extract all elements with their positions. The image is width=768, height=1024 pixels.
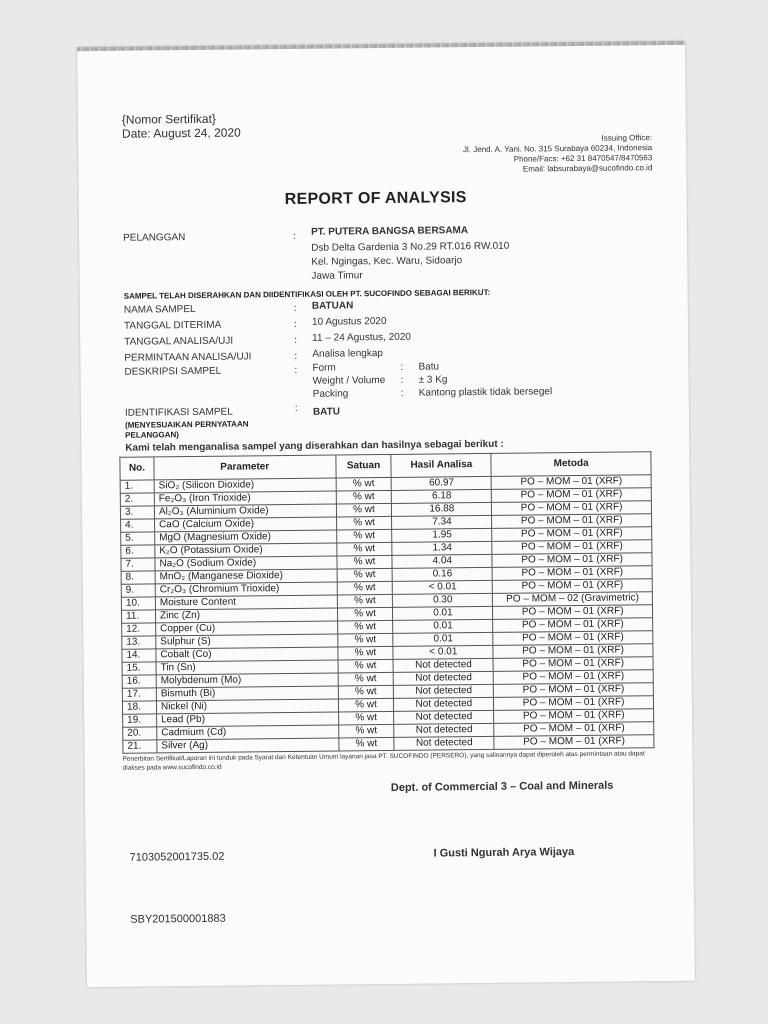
scan-edge <box>77 41 685 51</box>
analysis-date-label: TANGGAL ANALISA/UJI <box>124 335 234 348</box>
cell-parameter: Nickel (Ni) <box>156 699 338 714</box>
cell-no: 9. <box>121 584 155 597</box>
issuing-office-email: Email: labsurabaya@sucofindo.co.id <box>522 163 653 174</box>
form-value: Batu <box>418 361 440 373</box>
cell-no: 15. <box>122 662 156 675</box>
cell-parameter: MgO (Magnesium Oxide) <box>155 530 337 545</box>
cell-unit: % wt <box>337 594 393 608</box>
cell-parameter: SiO₂ (Silicon Dioxide) <box>154 478 336 493</box>
colon: : <box>293 230 296 242</box>
cell-parameter: Moisture Content <box>155 595 337 610</box>
customer-address-3: Jawa Timur <box>311 270 363 282</box>
identification-sub-1: (MENYESUAIKAN PERNYATAAN <box>125 419 249 430</box>
results-intro: Kami telah menganalisa sampel yang diserahkan dan hasilnya sebagai berikut : <box>125 438 504 454</box>
cell-result: 7.34 <box>392 515 492 529</box>
cell-unit: % wt <box>337 646 393 660</box>
document-page <box>77 41 695 987</box>
cell-no: 4. <box>121 519 155 532</box>
packing-label: Packing <box>312 388 349 400</box>
cell-parameter: Silver (Ag) <box>157 738 339 753</box>
identification-label: IDENTIFIKASI SAMPEL <box>124 406 233 419</box>
colon: : <box>294 364 298 376</box>
identification-value: BATU <box>312 406 341 418</box>
cell-result: 0.01 <box>393 606 493 620</box>
certificate-number: {Nomor Sertifikat} <box>121 111 216 127</box>
cell-no: 11. <box>121 610 155 623</box>
cell-unit: % wt <box>336 490 392 504</box>
cell-unit: % wt <box>338 724 394 738</box>
cell-method: PO – MOM – 01 (XRF) <box>492 488 652 503</box>
signatory-name: I Gusti Ngurah Arya Wijaya <box>433 846 575 860</box>
cell-result: Not detected <box>394 671 494 685</box>
col-header-method: Metoda <box>491 452 651 477</box>
cell-result: 0.01 <box>393 619 493 633</box>
cell-method: PO – MOM – 01 (XRF) <box>494 735 654 750</box>
identification-sub-2: PELANGGAN) <box>125 430 179 440</box>
cell-unit: % wt <box>337 581 393 595</box>
cell-parameter: K₂O (Potassium Oxide) <box>155 543 337 558</box>
cell-method: PO – MOM – 01 (XRF) <box>494 683 654 698</box>
cell-no: 12. <box>122 623 156 636</box>
cell-result: Not detected <box>394 697 494 711</box>
cell-method: PO – MOM – 01 (XRF) <box>494 696 654 711</box>
colon: : <box>400 374 404 386</box>
customer-address-1: Dsb Delta Gardenia 3 No.29 RT.016 RW.010 <box>311 240 510 254</box>
cell-method: PO – MOM – 01 (XRF) <box>492 553 652 568</box>
colon: : <box>294 334 298 346</box>
bottom-code: SBY201500001883 <box>130 912 226 926</box>
cell-method: PO – MOM – 01 (XRF) <box>492 579 652 594</box>
cell-method: PO – MOM – 01 (XRF) <box>492 540 652 555</box>
weight-value: ± 3 Kg <box>418 374 448 386</box>
cell-result: 4.04 <box>392 554 492 568</box>
request-value: Analisa lengkap <box>312 348 383 360</box>
cell-unit: % wt <box>336 516 392 530</box>
cell-method: PO – MOM – 01 (XRF) <box>493 631 653 646</box>
cell-parameter: Zinc (Zn) <box>155 608 337 623</box>
colon: : <box>293 318 297 330</box>
cell-result: < 0.01 <box>393 580 493 594</box>
cell-no: 3. <box>120 506 154 519</box>
cell-method: PO – MOM – 01 (XRF) <box>494 722 654 737</box>
colon: : <box>294 350 298 362</box>
col-header-parameter: Parameter <box>154 455 336 480</box>
cell-method: PO – MOM – 01 (XRF) <box>494 709 654 724</box>
received-label: TANGGAL DITERIMA <box>123 319 222 332</box>
cell-unit: % wt <box>336 542 392 556</box>
cell-unit: % wt <box>337 620 393 634</box>
col-header-result: Hasil Analisa <box>391 453 491 477</box>
form-label: Form <box>312 362 336 374</box>
colon: : <box>400 361 404 373</box>
packing-value: Kantong plastik tidak bersegel <box>418 386 553 399</box>
issuing-office-label: Issuing Office: <box>601 133 653 143</box>
cell-method: PO – MOM – 02 (Gravimetric) <box>493 592 653 607</box>
cell-unit: % wt <box>336 477 392 491</box>
cell-result: 1.95 <box>392 528 492 542</box>
cell-parameter: Fe₂O₃ (Iron Trioxide) <box>154 491 336 506</box>
cell-result: 0.16 <box>393 567 493 581</box>
customer-address-2: Kel. Ngingas, Kec. Waru, Sidoarjo <box>311 255 463 268</box>
cell-result: Not detected <box>393 658 493 672</box>
cell-unit: % wt <box>336 503 392 517</box>
cell-no: 21. <box>123 740 157 753</box>
cell-unit: % wt <box>338 685 394 699</box>
cell-result: Not detected <box>394 736 494 750</box>
cell-parameter: CaO (Calcium Oxide) <box>154 517 336 532</box>
cell-result: Not detected <box>394 710 494 724</box>
certificate-date: Date: August 24, 2020 <box>121 125 241 141</box>
cell-unit: % wt <box>338 659 394 673</box>
cell-no: 14. <box>122 649 156 662</box>
signature-code: 7103052001735.02 <box>129 850 225 864</box>
cell-unit: % wt <box>336 529 392 543</box>
sample-name-label: NAMA SAMPEL <box>123 303 196 316</box>
cell-result: 1.34 <box>392 541 492 555</box>
cell-no: 19. <box>123 714 157 727</box>
cell-no: 7. <box>121 558 155 571</box>
cell-no: 16. <box>122 675 156 688</box>
cell-unit: % wt <box>338 698 394 712</box>
cell-parameter: Tin (Sn) <box>156 660 338 675</box>
customer-name: PT. PUTERA BANGSA BERSAMA <box>310 225 469 238</box>
cell-parameter: Bismuth (Bi) <box>156 686 338 701</box>
cell-result: 0.30 <box>393 593 493 607</box>
results-table <box>119 451 654 754</box>
received-value: 10 Agustus 2020 <box>311 315 387 328</box>
cell-result: 16.88 <box>392 502 492 516</box>
cell-parameter: Cobalt (Co) <box>156 647 338 662</box>
cell-unit: % wt <box>336 555 392 569</box>
cell-unit: % wt <box>338 672 394 686</box>
sample-intro: SAMPEL TELAH DISERAHKAN DAN DIIDENTIFIKASI OLEH PT. SUCOFINDO SEBAGAI BERIKUT: <box>123 287 491 301</box>
cell-unit: % wt <box>337 633 393 647</box>
cell-no: 10. <box>121 597 155 610</box>
cell-method: PO – MOM – 01 (XRF) <box>492 514 652 529</box>
cell-method: PO – MOM – 01 (XRF) <box>492 501 652 516</box>
colon: : <box>400 387 404 399</box>
colon: : <box>293 302 297 314</box>
cell-parameter: Lead (Pb) <box>157 712 339 727</box>
issuing-office-phone: Phone/Facs: +62 31 8470547/8470563 <box>513 153 653 164</box>
col-header-unit: Satuan <box>335 454 391 478</box>
request-label: PERMINTAAN ANALISA/UJI <box>124 351 252 364</box>
cell-parameter: Al₂O₃ (Aluminium Oxide) <box>154 504 336 519</box>
cell-no: 2. <box>120 493 154 506</box>
cell-result: < 0.01 <box>393 645 493 659</box>
cell-unit: % wt <box>338 711 394 725</box>
cell-result: 0.01 <box>393 632 493 646</box>
cell-unit: % wt <box>338 737 394 751</box>
cell-no: 18. <box>122 701 156 714</box>
cell-no: 1. <box>120 480 154 493</box>
issuing-office <box>463 133 653 175</box>
cell-unit: % wt <box>337 607 393 621</box>
customer-label: PELANGGAN <box>123 232 186 244</box>
cell-method: PO – MOM – 01 (XRF) <box>493 618 653 633</box>
cell-unit: % wt <box>337 568 393 582</box>
cell-method: PO – MOM – 01 (XRF) <box>491 475 651 490</box>
cell-result: 60.97 <box>392 476 492 490</box>
cell-no: 5. <box>121 532 155 545</box>
cell-no: 17. <box>122 688 156 701</box>
col-header-no: No. <box>120 457 154 480</box>
colon: : <box>294 402 298 414</box>
cell-method: PO – MOM – 01 (XRF) <box>493 644 653 659</box>
description-label: DESKRIPSI SAMPEL <box>124 365 222 378</box>
sample-name-value: BATUAN <box>311 300 354 312</box>
analysis-date-value: 11 – 24 Agustus, 2020 <box>312 331 412 344</box>
cell-method: PO – MOM – 01 (XRF) <box>493 605 653 620</box>
cell-no: 6. <box>121 545 155 558</box>
cell-parameter: Cadmium (Cd) <box>157 725 339 740</box>
cell-parameter: Na₂O (Sodium Oxide) <box>155 556 337 571</box>
cell-parameter: MnO₂ (Manganese Dioxide) <box>155 569 337 584</box>
cell-result: Not detected <box>394 723 494 737</box>
cell-result: 6.18 <box>392 489 492 503</box>
cell-method: PO – MOM – 01 (XRF) <box>493 657 653 672</box>
report-title: REPORT OF ANALYSIS <box>284 189 467 209</box>
footnote: Penerbitan Sertifikat/Laporan ini tunduk pada Syarat dan Ketentuan Umum layanan jasa PT. SUCOFINDO (PERSERO), yang salinannya dapat diperoleh atas permintaan atau dapat diakses pada www.sucofindo.co.id <box>122 750 645 772</box>
issuing-office-address: Jl. Jend. A. Yani. No. 315 Surabaya 60234, Indonesia <box>462 143 653 155</box>
cell-method: PO – MOM – 01 (XRF) <box>492 527 652 542</box>
cell-parameter: Molybdenum (Mo) <box>156 673 338 688</box>
cell-no: 8. <box>121 571 155 584</box>
cell-no: 20. <box>123 727 157 740</box>
cell-parameter: Copper (Cu) <box>156 621 338 636</box>
cell-parameter: Cr₂O₃ (Chromium Trioxide) <box>155 582 337 597</box>
cell-result: Not detected <box>394 684 494 698</box>
cell-method: PO – MOM – 01 (XRF) <box>493 670 653 685</box>
table-body <box>120 475 654 754</box>
weight-label: Weight / Volume <box>312 375 386 387</box>
cell-method: PO – MOM – 01 (XRF) <box>492 566 652 581</box>
cell-no: 13. <box>122 636 156 649</box>
cell-parameter: Sulphur (S) <box>156 634 338 649</box>
department: Dept. of Commercial 3 – Coal and Minerals <box>390 779 614 794</box>
